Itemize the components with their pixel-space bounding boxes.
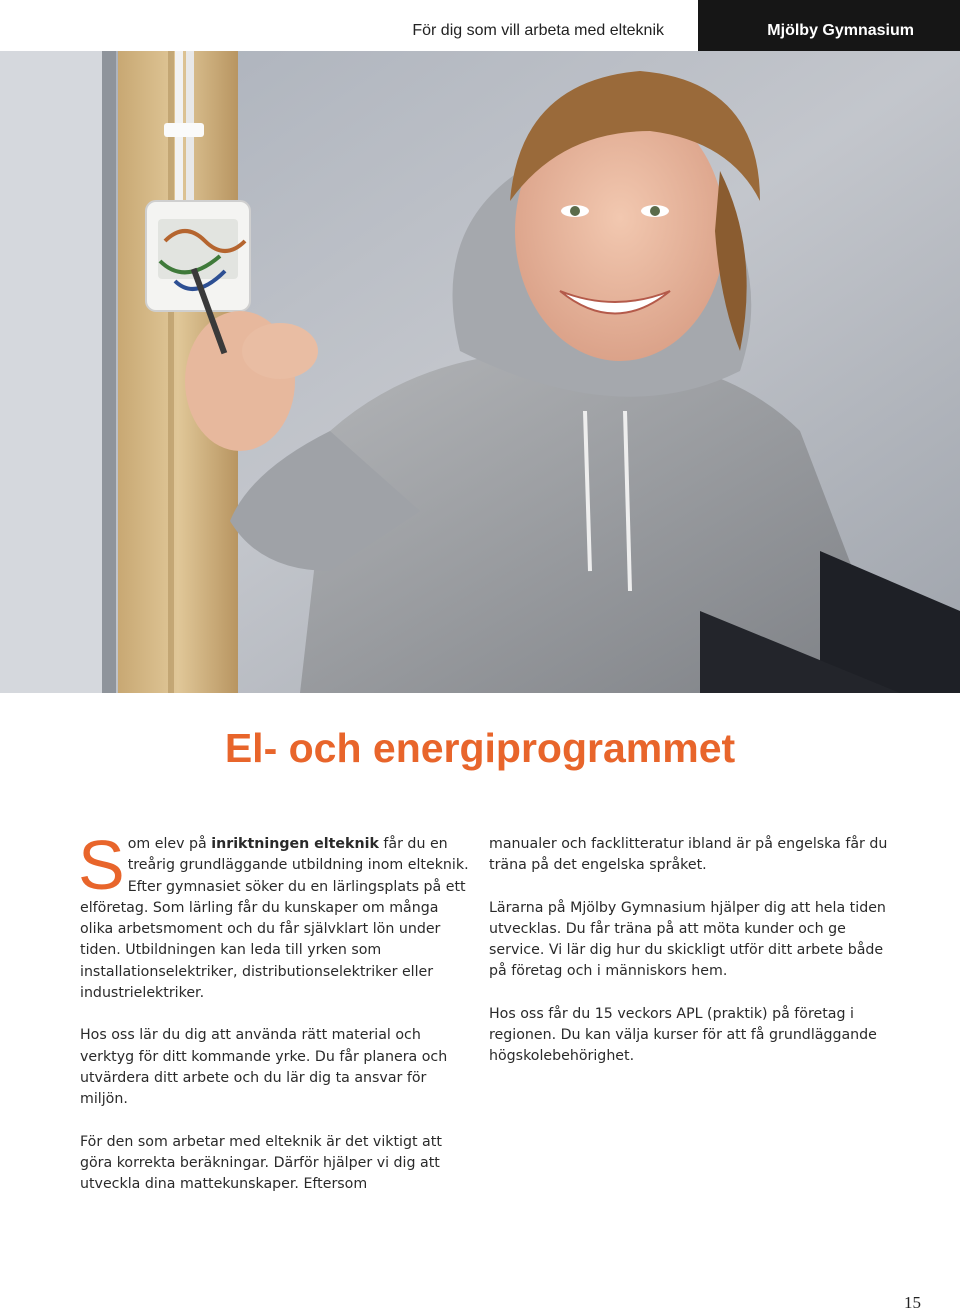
intro-text-rest: får du en treårig grundläggande utbildning inom elteknik. Efter gymnasiet söker du en lärlingsplats på ett elföretag. Som lärling får du kunskaper om många olika arbetsmoment och du får självklart lön under tiden. Utbildningen kan leda till yrken som installationselektriker, distributionselektriker eller industrielektriker.: [80, 836, 469, 1002]
right-column: [489, 834, 889, 1068]
hero-photo: [0, 51, 960, 693]
page-title: El- och energiprogrammet: [224, 725, 736, 771]
right-paragraph-2: Lärarna på Mjölby Gymnasium hjälper dig att hela tiden utvecklas. Du får träna på att möta kunder och ge service. Vi lär dig hur du skickligt utför ditt arbete både på företag och i människors hem.: [489, 899, 886, 980]
header-tagline: För dig som vill arbeta med elteknik: [0, 0, 698, 51]
intro-bold-text: inriktningen elteknik: [211, 836, 379, 852]
drop-cap: S: [78, 826, 125, 904]
right-paragraph-3: Hos oss får du 15 veckors APL (praktik) på företag i regionen. Du kan välja kurser för att få grundläggande högskolebehörighet.: [489, 1005, 877, 1065]
intro-text-start: om elev på: [127, 836, 212, 852]
left-column: [78, 826, 475, 1195]
header-brand: Mjölby Gymnasium: [698, 0, 960, 51]
right-paragraph-1: manualer och facklitteratur ibland är på engelska får du träna på det engelska språket.: [489, 836, 888, 874]
left-paragraph-2: Hos oss lär du dig att använda rätt material och verktyg för ditt kommande yrke. Du får planera och utvärdera ditt arbete och du lär dig ta ansvar för miljön.: [80, 1027, 448, 1108]
student-wiring-junction-box-photo: [0, 51, 960, 693]
intro-paragraph: [78, 826, 475, 1004]
left-paragraph-3: För den som arbetar med elteknik är det viktigt att göra korrekta beräkningar. Därför hjälper vi dig att utveckla dina mattekunskaper. Eftersom: [80, 1133, 442, 1193]
page-number: 15: [904, 1293, 921, 1312]
